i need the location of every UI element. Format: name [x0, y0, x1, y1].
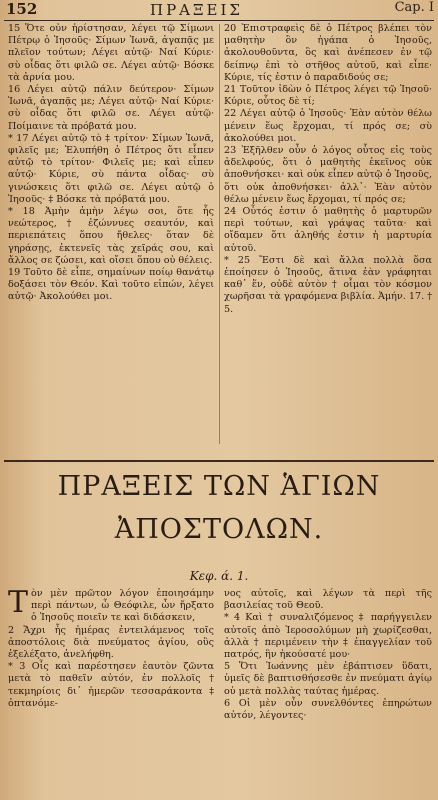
column-divider [219, 24, 220, 444]
verse-paragraph: 23 Ἐξῆλθεν οὖν ὁ λόγος οὗτος εἰς τοὺς ἀδελφούς, ὅτι ὁ μαθητὴς ἐκεῖνος οὐκ ἀποθνήσκει· καὶ οὐκ εἶπεν αὐτῷ ὁ Ἰησοῦς, ὅτι οὐκ ἀποθνήσκει· ἀλλ᾽· Ἐὰν αὐτὸν θέλω μένειν ἕως ἔρχομαι, τί πρός σε; [224, 145, 432, 205]
book-title: ΠΡΑΞΕΙΣ ΤΩΝ ἉΓΙΩΝ [57, 471, 381, 502]
verse-paragraph: 24 Οὗτός ἐστιν ὁ μαθητὴς ὁ μαρτυρῶν περὶ τούτων, καὶ γράψας ταῦτα· καὶ οἴδαμεν ὅτι ἀληθής ἐστιν ἡ μαρτυρία αὐτοῦ. [224, 206, 432, 254]
page-number: 152 [6, 0, 38, 18]
top-left-column [8, 23, 214, 456]
verse-paragraph [8, 588, 214, 625]
page-header [0, 0, 438, 20]
drop-cap: Τ [8, 588, 29, 620]
verse-paragraph: 21 Τοῦτον ἰδὼν ὁ Πέτρος λέγει τῷ Ἰησοῦ· Κύριε, οὗτος δὲ τί; [224, 84, 432, 108]
verse-paragraph: * 18 Ἀμὴν ἀμὴν λέγω σοι, ὅτε ἧς νεώτερος, † ἐζώννυες σεαυτόν, καὶ περιεπάτεις ὅπου ἤθελες· ὅταν δὲ γηράσῃς, ἐκτενεῖς τὰς χεῖράς σου, καὶ ἄλλος σε ζώσει, καὶ οἴσει ὅπου οὐ θέλεις. [8, 206, 214, 266]
verse-paragraph: * 4 Καὶ † συναλιζόμενος ‡ παρήγγειλεν αὐτοῖς ἀπὸ Ἱεροσολύμων μὴ χωρίζεσθαι, ἀλλὰ † περιμένειν τὴν ‡ ἐπαγγελίαν τοῦ πατρός, ἣν ἠκούσατέ μου· [224, 612, 432, 661]
header-rule [4, 20, 434, 21]
verse-paragraph: 16 Λέγει αὐτῷ πάλιν δεύτερον· Σίμων Ἰωνᾶ, ἀγαπᾷς με; Λέγει αὐτῷ· Ναί Κύριε· σὺ οἶδας ὅτι φιλῶ σε. Λέγει αὐτῷ· Ποίμαινε τὰ πρόβατά μου. [8, 84, 214, 132]
chapter-heading: Κεφ. ά. 1. [189, 569, 249, 583]
verse-paragraph: 22 Λέγει αὐτῷ ὁ Ἰησοῦς· Ἐὰν αὐτὸν θέλω μένειν ἕως ἔρχομαι, τί πρός σε; σὺ ἀκολούθει μοι. [224, 108, 432, 144]
opening-text: ὸν μὲν πρῶτον λόγον ἐποιησάμην περὶ πάντων, ὦ Θεόφιλε, ὧν ἤρξατο ὁ Ἰησοῦς ποιεῖν τε καὶ διδάσκειν, [31, 588, 214, 624]
verse-paragraph: 20 Ἐπιστραφεὶς δὲ ὁ Πέτρος βλέπει τὸν μαθητὴν ὃν ἠγάπα ὁ Ἰησοῦς, ἀκολουθοῦντα, ὃς καὶ ἀνέπεσεν ἐν τῷ δείπνῳ ἐπὶ τὸ στῆθος αὐτοῦ, καὶ εἶπε· Κύριε, τίς ἐστιν ὁ παραδιδούς σε; [224, 23, 432, 83]
top-right-column [224, 23, 432, 456]
book-subtitle: ἈΠΟΣΤΟΛΩΝ. [114, 514, 324, 545]
verse-paragraph: 2 Ἄχρι ἧς ἡμέρας ἐντειλάμενος τοῖς ἀποστόλοις διὰ πνεύματος ἁγίου, οὓς ἐξελέξατο, ἀνελήφθη. [8, 624, 214, 661]
bottom-left-column [8, 588, 214, 800]
bottom-right-column [224, 588, 432, 800]
verse-paragraph: 19 Τοῦτο δὲ εἶπε, σημαίνων ποίῳ θανάτῳ δοξάσει τὸν Θεόν. Καὶ τοῦτο εἰπών, λέγει αὐτῷ· Ἀκολούθει μοι. [8, 267, 214, 303]
running-title: ΠΡΑΞΕΙΣ [150, 1, 244, 19]
verse-paragraph: * 17 Λέγει αὐτῷ τὸ ‡ τρίτον· Σίμων Ἰωνᾶ, φιλεῖς με; Ἐλυπήθη ὁ Πέτρος ὅτι εἶπεν αὐτῷ τὸ τρίτον· Φιλεῖς με; καὶ εἶπεν αὐτῷ· Κύριε, σὺ πάντα οἶδας· σὺ γινώσκεις ὅτι φιλῶ σε. Λέγει αὐτῷ ὁ Ἰησοῦς· ‡ Βόσκε τὰ πρόβατά μου. [8, 132, 214, 205]
verse-paragraph: 5 Ὅτι Ἰωάννης μὲν ἐβάπτισεν ὕδατι, ὑμεῖς δὲ βαπτισθήσεσθε ἐν πνεύματι ἁγίῳ οὐ μετὰ πολλὰς ταύτας ἡμέρας. [224, 661, 432, 697]
verse-paragraph: * 25 Ἔστι δὲ καὶ ἄλλα πολλὰ ὅσα ἐποίησεν ὁ Ἰησοῦς, ἅτινα ἐὰν γράφηται καθ᾽ ἕν, οὐδὲ αὐτὸν † οἶμαι τὸν κόσμον χωρῆσαι τὰ γραφόμενα βιβλία. Ἀμήν. 17. † 5. [224, 254, 432, 315]
verse-paragraph: 6 Οἱ μὲν οὖν συνελθόντες ἐπηρώτων αὐτόν, λέγοντες· [224, 697, 432, 722]
verse-paragraph: νος αὐτοῖς, καὶ λέγων τὰ περὶ τῆς βασιλείας τοῦ Θεοῦ. [224, 588, 432, 612]
section-rule [4, 460, 434, 462]
verse-paragraph: 15 Ὅτε οὖν ἠρίστησαν, λέγει τῷ Σίμωνι Πέτρῳ ὁ Ἰησοῦς· Σίμων Ἰωνᾶ, ἀγαπᾷς με πλεῖον τούτων; Λέγει αὐτῷ· Ναί Κύριε· σὺ οἶδας ὅτι φιλῶ σε. Λέγει αὐτῷ· Βόσκε τὰ ἀρνία μου. [8, 23, 214, 83]
chapter-label: Cap. I [394, 0, 434, 15]
verse-paragraph: * 3 Οἷς καὶ παρέστησεν ἑαυτὸν ζῶντα μετὰ τὸ παθεῖν αὐτόν, ἐν πολλοῖς † τεκμηρίοις δι᾽ ἡμερῶν τεσσαράκοντα ‡ ὀπτανόμε- [8, 661, 214, 709]
